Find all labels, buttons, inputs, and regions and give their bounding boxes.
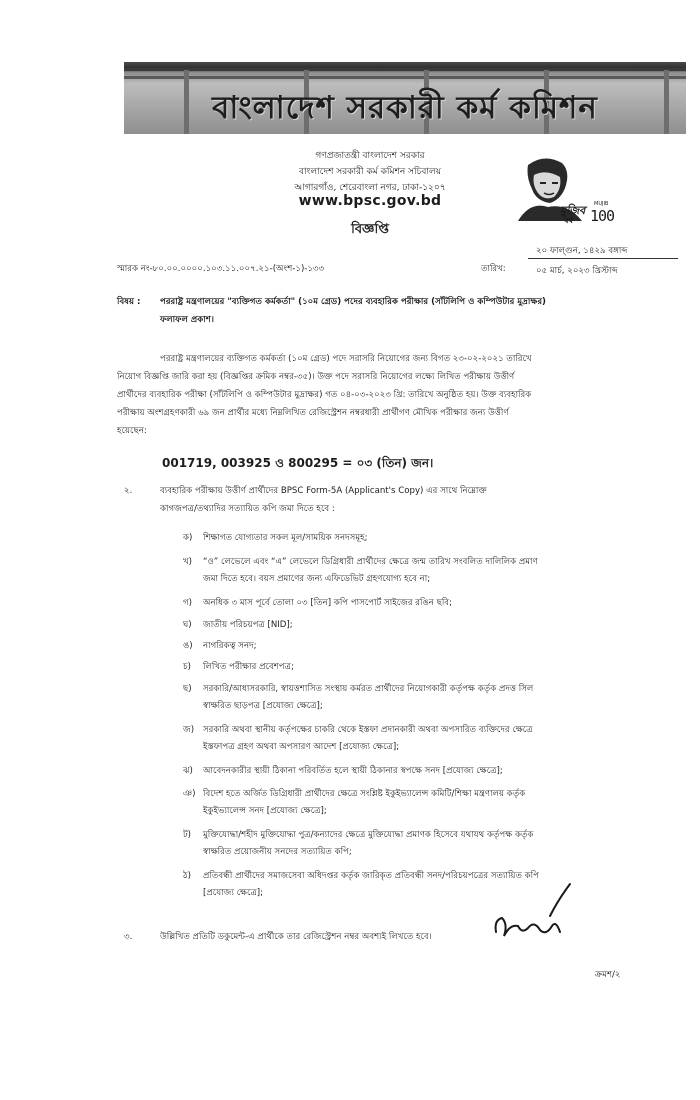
list-item-cont: স্বাক্ষরিত প্রয়োজনীয় সনদের সত্যায়িত কপি; — [203, 847, 352, 857]
para2-line-1: ব্যবহারিক পরীক্ষায় উত্তীর্ণ প্রার্থীদের BPSC Form-5A (Applicant's Copy) এর সাথে নিম্নোক্ত — [160, 486, 487, 496]
para1-line-5: হয়েছেন: — [117, 426, 147, 436]
item-mark: ঞ) — [183, 789, 196, 799]
date-english: ০৫ মার্চ, ২০২৩ খ্রিস্টাব্দ — [536, 266, 618, 276]
header-banner-image — [124, 62, 686, 134]
list-item: বিদেশ হতে অর্জিত ডিগ্রিধারী প্রার্থীদের ক্ষেত্রে সংশ্লিষ্ট ইকুইভ্যালেন্স কমিটি/শিক্ষা মন্ত্রণালয় কর্তৃক — [203, 789, 526, 799]
list-item: প্রতিবন্ধী প্রার্থীদের সমাজসেবা অধিদপ্তর কর্তৃক জারিকৃত প্রতিবন্ধী সনদ/পরিচয়পত্রের সত্যায়িত কপি — [203, 871, 539, 881]
banner-text: বাংলাদেশ সরকারী কর্ম কমিশন — [212, 90, 598, 126]
header-line-address: আগারগাঁও, শেরেবাংলা নগর, ঢাকা-১২০৭ — [294, 183, 446, 193]
item-mark: খ) — [183, 557, 192, 567]
item-mark: ক) — [183, 533, 193, 543]
list-item: অনধিক ৩ মাস পূর্বে তোলা ০৩ [তিন] কপি পাসপোর্ট সাইজের রঙিন ছবি; — [203, 598, 452, 608]
continued-marker: ক্রমশ/২ — [595, 970, 621, 980]
item-mark: জ) — [183, 725, 195, 735]
subject-line-2: ফলাফল প্রকাশ। — [160, 315, 214, 325]
item-mark: ঝ) — [183, 766, 193, 776]
logo-mujib-en: MUJIB — [594, 201, 609, 207]
item-mark: ছ) — [183, 684, 192, 694]
date-bangla: ২০ ফাল্গুন, ১৪২৯ বঙ্গাব্দ — [536, 246, 628, 256]
logo-borsho-text: বর্ষ — [564, 216, 573, 225]
para3-number: ৩. — [124, 932, 133, 942]
para1-line-1: পররাষ্ট্র মন্ত্রণালয়ের ব্যক্তিগত কর্মকর্তা (১০ম গ্রেড) পদে সরাসরি নিয়োগের জন্য বিগত ২৩-০২-২০২১ তারিখে — [160, 354, 532, 364]
para2-number: ২. — [124, 486, 133, 496]
item-mark: ঘ) — [183, 620, 192, 630]
list-item: মুক্তিযোদ্ধা/শহীদ মুক্তিযোদ্ধা পুত্র/কন্যাদের ক্ষেত্রে মুক্তিযোদ্ধা প্রমাণক হিসেবে যথাযথ কর্তৃপক্ষ কর্তৃক — [203, 830, 534, 840]
list-item-cont: জমা দিতে হবে। বয়স প্রমাণের জন্য এফিডেভিট গ্রহণযোগ্য হবে না; — [203, 574, 431, 584]
list-item: সরকারি/আধাসরকারি, স্বায়ত্তশাসিত সংস্থায় কর্মরত প্রার্থীদের নিয়োগকারী কর্তৃপক্ষ কর্তৃক প্রদত্ত সিল — [203, 684, 534, 694]
mujib-borsho-mark — [560, 188, 620, 224]
para1-line-4: পরীক্ষায় অংশগ্রহণকারী ৬৯ জন প্রার্থীর মধ্যে নিম্নলিখিত রেজিস্ট্রেশন নম্বরধারী প্রার্থীগণ মৌখিক পরীক্ষার জন্য উত্তীর্ণ — [117, 408, 509, 418]
item-mark: গ) — [183, 598, 192, 608]
signature — [488, 880, 578, 950]
header-line-govt: গণপ্রজাতন্ত্রী বাংলাদেশ সরকার — [315, 151, 425, 161]
subject-line-1: পররাষ্ট্র মন্ত্রণালয়ের "ব্যক্তিগত কর্মকর্তা" (১০ম গ্রেড) পদের ব্যবহারিক পরীক্ষার (সাঁটলিপি ও কম্পিউটার মুদ্রাক্ষর) — [160, 297, 546, 307]
list-item: লিখিত পরীক্ষার প্রবেশপত্র; — [203, 662, 294, 672]
subject-label: বিষয় : — [117, 297, 141, 307]
list-item-cont: স্বাক্ষরিত ছাড়পত্র [প্রযোজ্য ক্ষেত্রে]; — [203, 701, 323, 711]
header-line-commission: বাংলাদেশ সরকারী কর্ম কমিশন সচিবালয় — [298, 167, 442, 177]
para3-text: উল্লিখিত প্রতিটি ডকুমেন্ট-এ প্রার্থীকে তার রেজিস্ট্রেশন নম্বর অবশ্যই লিখতে হবে। — [160, 932, 432, 942]
list-item-cont: [প্রযোজ্য ক্ষেত্রে]; — [203, 888, 264, 898]
notice-title: বিজ্ঞপ্তি — [351, 222, 389, 237]
para1-line-3: প্রার্থীদের ব্যবহারিক পরীক্ষা (সাঁটলিপি ও কম্পিউটার মুদ্রাক্ষর) গত ০৪-০৩-২০২৩ খ্রি: তারিখে অনুষ্ঠিত হয়। উক্ত ব্যবহারিক — [117, 390, 532, 400]
list-item: শিক্ষাগত যোগ্যতার সকল মূল/সাময়িক সনদসমূহ; — [203, 533, 368, 543]
para1-line-2: নিয়োগ বিজ্ঞপ্তি জারি করা হয় (বিজ্ঞপ্তির ক্রমিক নম্বর-৩৫)। উক্ত পদে সরাসরি নিয়োগের লক্ষ্যে লিখিত পরীক্ষায় উত্তীর্ণ — [117, 372, 515, 382]
list-item: জাতীয় পরিচয়পত্র [NID]; — [203, 620, 293, 630]
list-item: আবেদনকারীর স্থায়ী ঠিকানা পরিবর্তিত হলে স্থায়ী ঠিকানার স্বপক্ষে সনদ [প্রযোজ্য ক্ষেত্রে]; — [203, 766, 503, 776]
list-item-cont: ইকুইভ্যালেন্স সনদ [প্রযোজ্য ক্ষেত্রে]; — [203, 806, 327, 816]
item-mark: চ) — [183, 662, 191, 672]
logo-mujib-text: মুজিব — [560, 204, 586, 217]
list-item: নাগরিকত্ব সনদ; — [203, 641, 257, 651]
item-mark: ঙ) — [183, 641, 193, 651]
logo-hundred: 100 — [590, 207, 615, 225]
list-item: “ও” লেভেলে এবং “এ” লেভেলে ডিগ্রিধারী প্রার্থীদের ক্ষেত্রে জন্ম তারিখ সংবলিত দালিলিক প্রমাণ — [203, 557, 538, 567]
item-mark: ট) — [183, 830, 192, 840]
passed-registration-numbers: 001719, 003925 ও 800295 = ০৩ (তিন) জন। — [162, 456, 434, 470]
memo-ref: স্মারক নং-৮০.০০.০০০০.১০৩.১১.০০৭.২১-(অংশ-১)-১৩৩ — [117, 264, 325, 274]
list-item-cont: ইস্তফাপত্র গ্রহণ অথবা অপসারণ আদেশ [প্রযোজ্য ক্ষেত্রে]; — [203, 742, 400, 752]
date-label: তারিখ: — [481, 264, 506, 274]
website-link[interactable]: www.bpsc.gov.bd — [298, 193, 442, 209]
date-divider — [528, 258, 678, 259]
para2-line-2: কাগজপত্র/তথ্যাদির সত্যায়িত কপি জমা দিতে হবে : — [160, 504, 335, 514]
list-item: সরকারি অথবা স্থানীয় কর্তৃপক্ষের চাকরি থেকে ইস্তফা প্রদানকারী অথবা অপসারিত ব্যক্তিদের ক্ষেত্রে — [203, 725, 533, 735]
item-mark: ঠ) — [183, 871, 191, 881]
